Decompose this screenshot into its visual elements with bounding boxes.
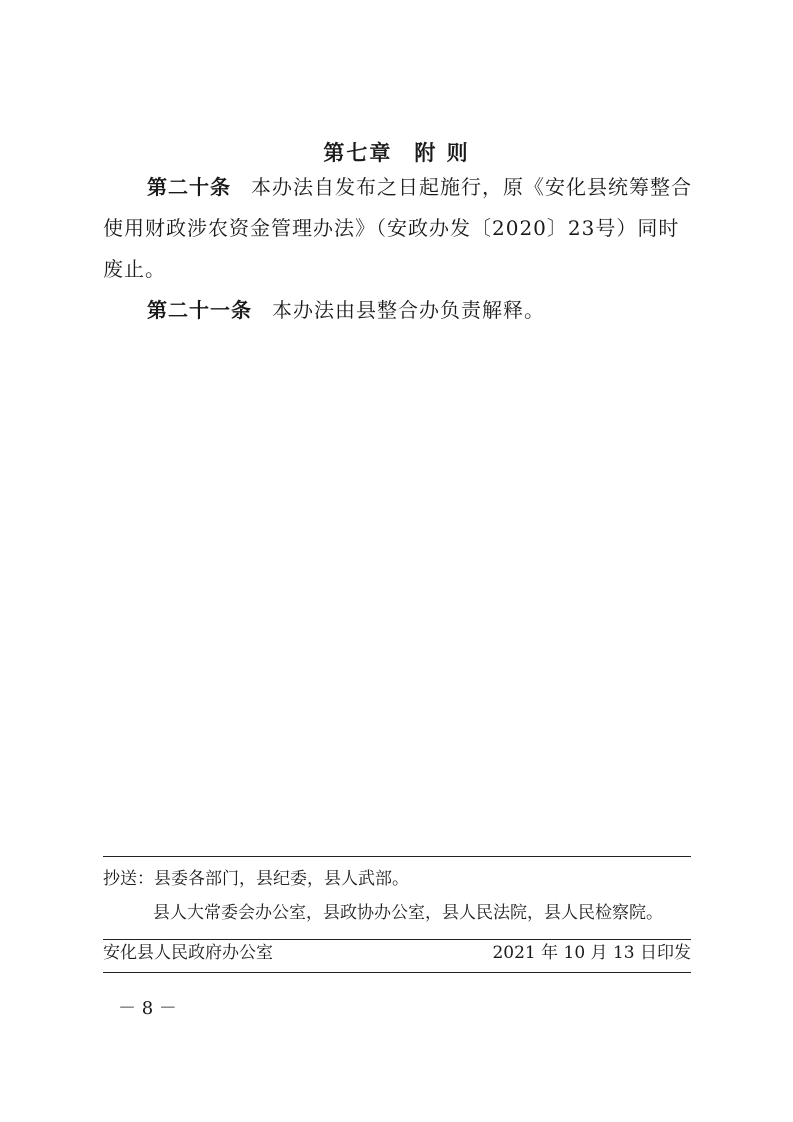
footer-divider-top (103, 856, 691, 857)
issuing-office: 安化县人民政府办公室 (103, 943, 273, 963)
article-text: 本办法由县整合办负责解释。 (272, 298, 545, 322)
cc-recipients-line1 (103, 867, 409, 891)
page-number: － 8 － (118, 998, 177, 1019)
article-text: 本办法自发布之日起施行，原《安化县统筹整合使用财政涉农资金管理办法》（安政办发〔2020〕23号）同时废止。 (103, 175, 692, 281)
cc-label: 抄送： (103, 869, 154, 889)
cc-recipients-line2: 县人大常委会办公室，县政协办公室，县人民法院，县人民检察院。 (153, 903, 663, 923)
footer-divider-bottom (103, 972, 691, 973)
issue-date: 2021 年 10 月 13 日印发 (492, 943, 691, 963)
article-label: 第二十条 (147, 175, 231, 199)
article-label: 第二十一条 (147, 298, 252, 322)
article-paragraph (103, 290, 693, 331)
article-paragraph (103, 167, 693, 290)
chapter-heading (0, 137, 793, 167)
cc-recipients: 县委各部门，县纪委，县人武部。 (154, 869, 409, 889)
chapter-number: 第七章 (323, 140, 393, 165)
chapter-title: 附 则 (414, 140, 470, 165)
footer-divider-middle (103, 939, 691, 940)
